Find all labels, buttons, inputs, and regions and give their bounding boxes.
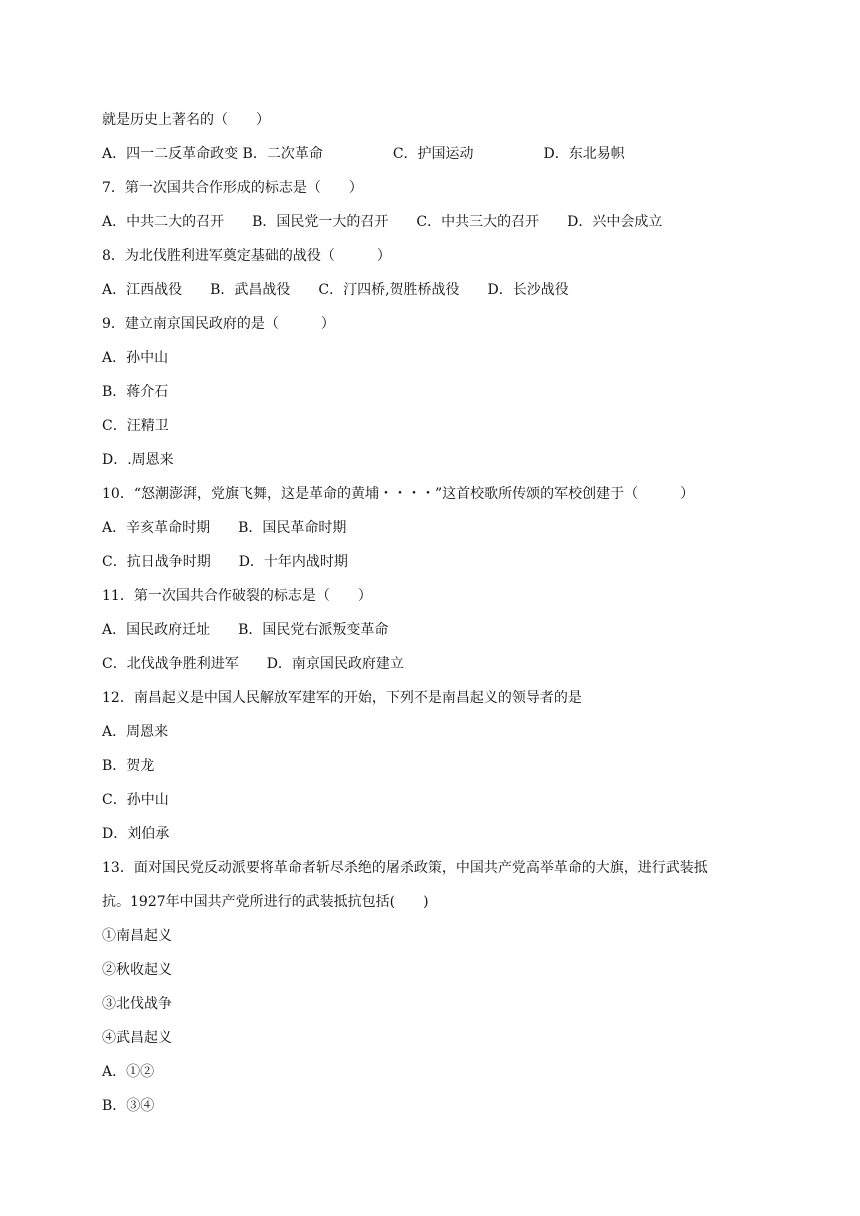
q13-stem-line1: 13．面对国民党反动派要将革命者斩尽杀绝的屠杀政策，中国共产党高举革命的大旗，进行武装抵 (102, 860, 708, 876)
q12-option-c: C．孙中山 (102, 792, 169, 808)
q6-stem-continuation: 就是历史上著名的（ ） (102, 112, 270, 128)
q13-option-b: B．③④ (102, 1098, 155, 1114)
q10-options-ab: A．辛亥革命时期 B．国民革命时期 (102, 520, 347, 536)
q13-stem-line2: 抗。1927年中国共产党所进行的武装抵抗包括( ) (102, 894, 429, 910)
q9-option-c: C．汪精卫 (102, 418, 169, 434)
q9-option-a: A．孙中山 (102, 350, 169, 366)
q6-options: A．四一二反革命政变 B．二次革命 C．护国运动 D．东北易帜 (102, 146, 625, 162)
q12-stem: 12．南昌起义是中国人民解放军建军的开始，下列不是南昌起义的领导者的是 (102, 690, 582, 706)
q12-option-d: D．刘伯承 (102, 826, 170, 842)
q7-stem: 7．第一次国共合作形成的标志是（ ） (102, 180, 363, 196)
q13-item-4: ④武昌起义 (102, 1030, 172, 1046)
q11-stem: 11．第一次国共合作破裂的标志是（ ） (102, 588, 372, 604)
q11-options-cd: C．北伐战争胜利进军 D．南京国民政府建立 (102, 656, 404, 672)
q13-item-1: ①南昌起义 (102, 928, 172, 944)
q9-stem: 9．建立南京国民政府的是（ ） (102, 316, 335, 332)
q8-options: A．江西战役 B．武昌战役 C．汀四桥,贺胜桥战役 D．长沙战役 (102, 282, 569, 298)
q10-options-cd: C．抗日战争时期 D．十年内战时期 (102, 554, 348, 570)
q9-option-b: B．蒋介石 (102, 384, 169, 400)
q10-stem: 10．“怒潮澎湃，党旗飞舞，这是革命的黄埔・・・・”这首校歌所传颂的军校创建于（ ） (102, 486, 695, 502)
q8-stem: 8．为北伐胜利进军奠定基础的战役（ ） (102, 248, 391, 264)
q11-options-ab: A．国民政府迁址 B．国民党右派叛变革命 (102, 622, 389, 638)
q13-item-3: ③北伐战争 (102, 996, 172, 1012)
q13-item-2: ②秋收起义 (102, 962, 172, 978)
q13-option-a: A．①② (102, 1064, 155, 1080)
q12-option-b: B．贺龙 (102, 758, 155, 774)
q7-options: A．中共二大的召开 B．国民党一大的召开 C．中共三大的召开 D．兴中会成立 (102, 214, 663, 230)
q9-option-d: D．.周恩来 (102, 452, 174, 468)
q12-option-a: A．周恩来 (102, 724, 169, 740)
